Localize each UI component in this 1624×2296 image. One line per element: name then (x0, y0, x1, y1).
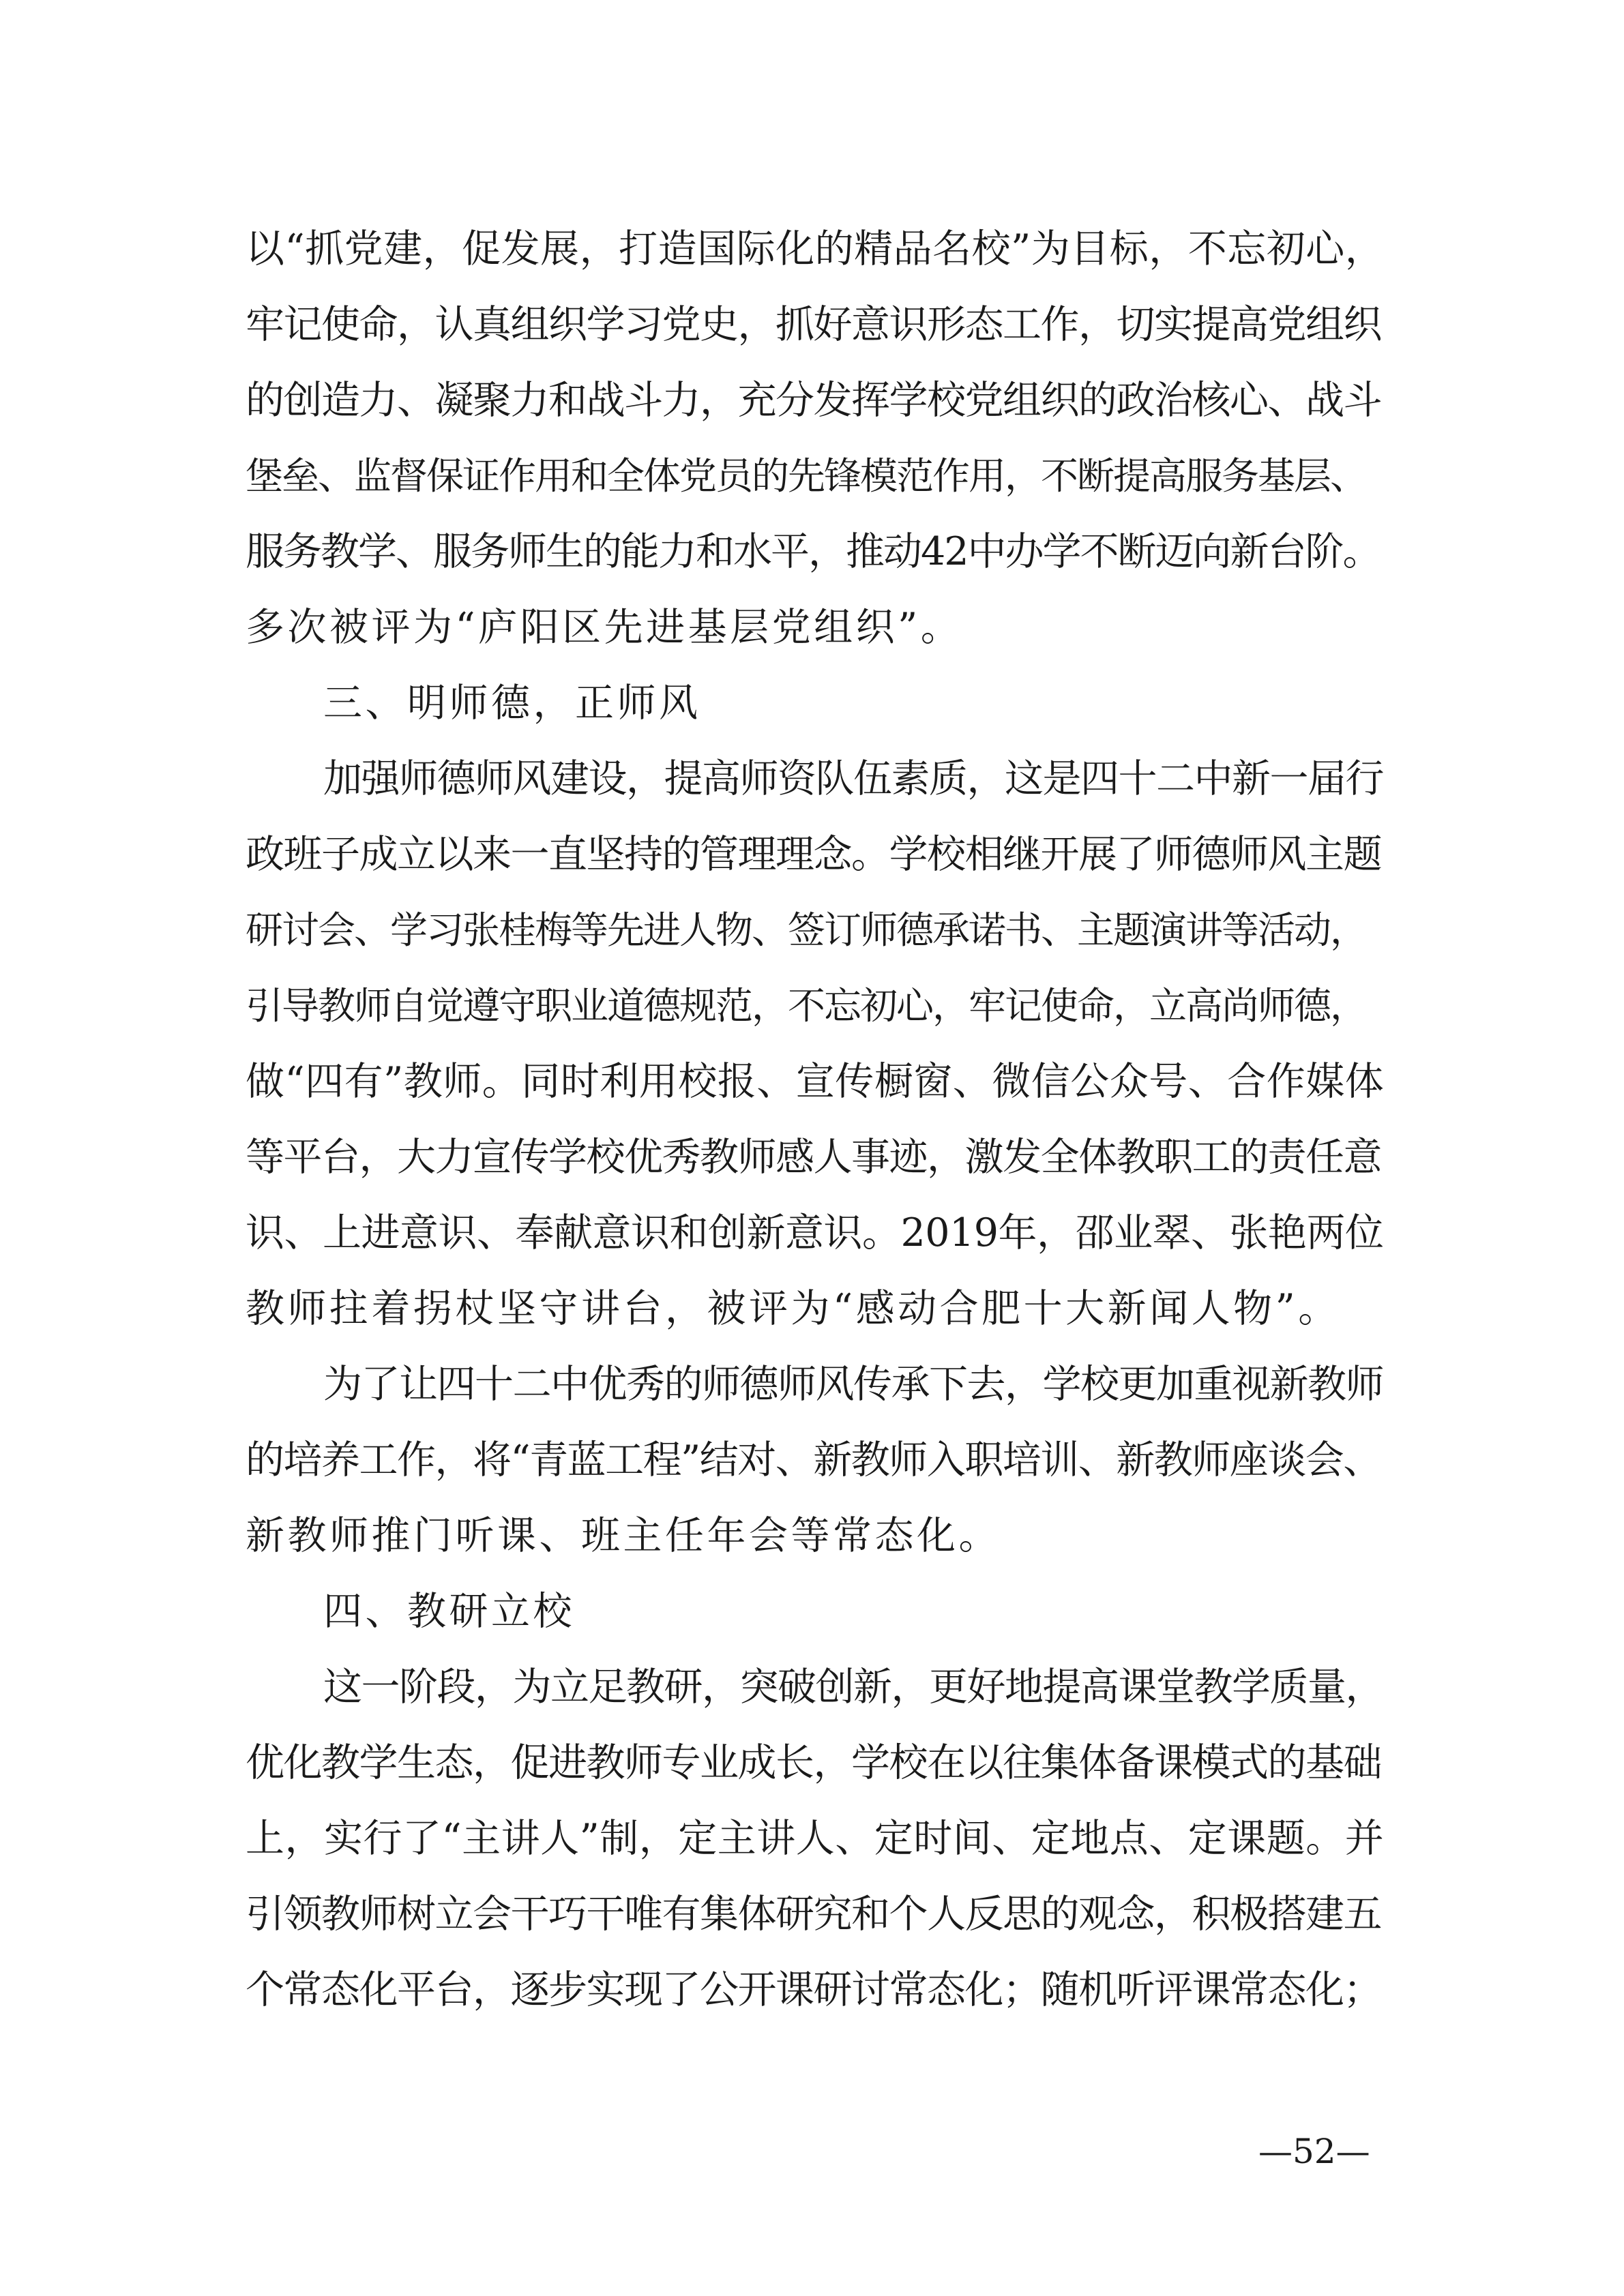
paragraph-line: 等平台，大力宣传学校优秀教师感人事迹，激发全体教职工的责任意 (246, 1135, 1381, 1180)
paragraph-line: 牢记使命，认真组织学习党史，抓好意识形态工作，切实提高党组织 (246, 302, 1381, 347)
paragraph-line: 的培养工作，将“青蓝工程”结对、新教师入职培训、新教师座谈会、 (246, 1437, 1381, 1482)
paragraph-line: 引导教师自觉遵守职业道德规范，不忘初心，牢记使命，立高尚师德， (246, 984, 1367, 1028)
paragraph-line: 识、上进意识、奉献意识和创新意识。2019年，邵业翠、张艳两位 (246, 1210, 1384, 1255)
paragraph-line: 引领教师树立会干巧干唯有集体研究和个人反思的观念，积极搭建五 (246, 1892, 1381, 1937)
paragraph-line: 为了让四十二中优秀的师德师风传承下去，学校更加重视新教师 (323, 1362, 1383, 1407)
section-heading: 四、教研立校 (323, 1589, 575, 1634)
paragraph-line: 这一阶段，为立足教研，突破创新，更好地提高课堂教学质量， (323, 1665, 1383, 1710)
paragraph-line: 多次被评为“庐阳区先进基层党组织”。 (246, 605, 963, 650)
paragraph-line: 新教师推门听课、班主任年会等常态化。 (246, 1513, 1001, 1558)
paragraph-line: 以“抓党建，促发展，打造国际化的精品名校”为目标，不忘初心， (246, 226, 1385, 271)
paragraph-line: 优化教学生态，促进教师专业成长，学校在以往集体备课模式的基础 (246, 1740, 1381, 1785)
paragraph-line: 服务教学、服务师生的能力和水平，推动42中办学不断迈向新台阶。 (246, 529, 1381, 574)
paragraph-line: 上，实行了“主讲人”制，定主讲人、定时间、定地点、定课题。并 (246, 1816, 1385, 1861)
paragraph-line: 政班子成立以来一直坚持的管理理念。学校相继开展了师德师风主题 (246, 832, 1381, 877)
paragraph-line: 个常态化平台，逐步实现了公开课研讨常态化；随机听评课常态化； (246, 1967, 1381, 2012)
paragraph-line: 加强师德师风建设，提高师资队伍素质，这是四十二中新一届行 (323, 756, 1383, 801)
paragraph-line: 的创造力、凝聚力和战斗力，充分发挥学校党组织的政治核心、战斗 (246, 378, 1381, 423)
page-number: —52— (1258, 2132, 1370, 2171)
paragraph-line: 堡垒、监督保证作用和全体党员的先锋模范作用，不断提高服务基层、 (246, 454, 1367, 498)
paragraph-line: 做“四有”教师。同时利用校报、宣传橱窗、微信公众号、合作媒体 (246, 1059, 1385, 1104)
section-heading: 三、明师德，正师风 (323, 681, 701, 726)
paragraph-line: 教师拄着拐杖坚守讲台，被评为“感动合肥十大新闻人物”。 (246, 1286, 1340, 1331)
paragraph-line: 研讨会、学习张桂梅等先进人物、签订师德承诺书、主题演讲等活动， (246, 908, 1367, 952)
